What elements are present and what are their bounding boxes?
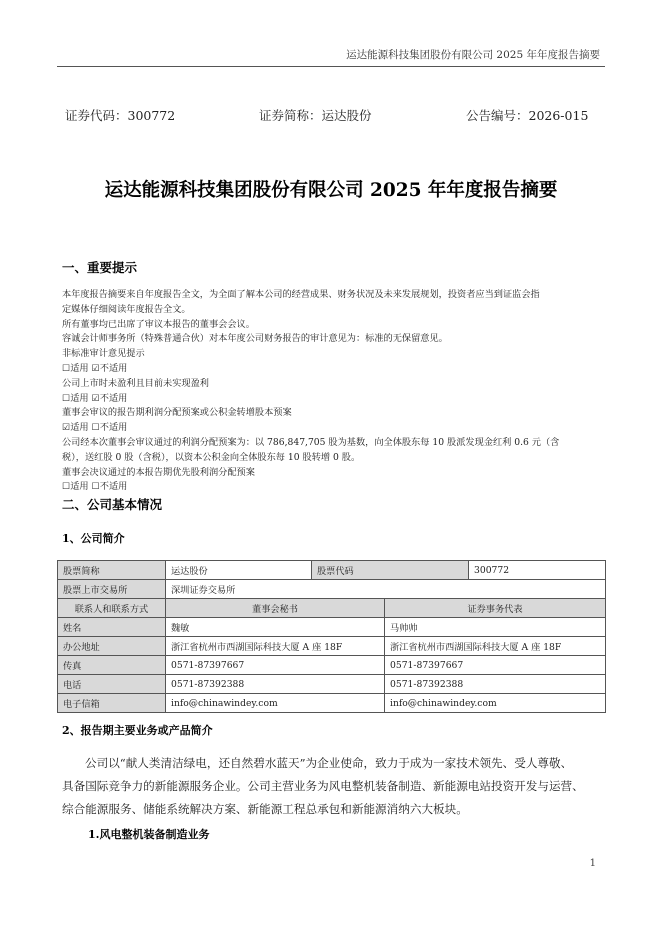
notes-line: 税），送红股 0 股（含税），以资本公积金向全体股东每 10 股转增 0 股。 — [62, 451, 361, 463]
company-profile-table — [57, 560, 606, 713]
business-intro-heading: 2、报告期主要业务或产品简介 — [62, 724, 213, 737]
stock-code: 证券代码：300772 — [65, 108, 176, 123]
row-label: 电子信箱 — [58, 694, 166, 713]
page-number: 1 — [589, 858, 596, 869]
notes-line: 所有董事均已出席了审议本报告的董事会会议。 — [62, 318, 255, 330]
business-intro-paragraph — [62, 752, 607, 821]
rep-column-header: 证券事务代表 — [385, 599, 606, 618]
notes-line: 公司上市时未盈利且目前未实现盈利 — [62, 377, 209, 389]
wind-turbine-business-heading: 1.风电整机装备制造业务 — [88, 828, 210, 841]
table-row — [58, 561, 606, 580]
checkbox-line: ☐适用 ☑不适用 — [62, 392, 128, 404]
row-label: 办公地址 — [58, 637, 166, 656]
rep-value: info@chinawindey.com — [385, 694, 606, 713]
row-label: 传真 — [58, 656, 166, 675]
stock-abbr-label: 股票简称 — [58, 561, 166, 580]
table-row — [58, 580, 606, 599]
rep-value: 马帅帅 — [385, 618, 606, 637]
announcement-number: 公告编号：2026-015 — [466, 108, 589, 123]
secretary-value: 0571-87392388 — [166, 675, 385, 694]
notes-line: 董事会决议通过的本报告期优先股利润分配预案 — [62, 466, 255, 478]
table-row — [58, 599, 606, 618]
header-divider — [57, 66, 605, 67]
important-notes-text — [62, 288, 607, 495]
rep-value: 浙江省杭州市西湖国际科技大厦 A 座 18F — [385, 637, 606, 656]
notes-line: 公司经本次董事会审议通过的利润分配预案为：以 786,847,705 股为基数，向全体股东每 10 股派发现金红利 0.6 元（含 — [62, 436, 560, 448]
document-title: 运达能源科技集团股份有限公司 2025 年年度报告摘要 — [104, 180, 558, 201]
notes-line: 董事会审议的报告期利润分配预案或公积金转增股本预案 — [62, 407, 292, 419]
notes-line: 本年度报告摘要来自年度报告全文，为全面了解本公司的经营成果、财务状况及未来发展规划，投资者应当到证监会指 — [62, 289, 540, 300]
rep-value: 0571-87392388 — [385, 675, 606, 694]
stock-name: 证券简称：运达股份 — [259, 108, 372, 123]
table-row — [58, 637, 606, 656]
table-row — [58, 656, 606, 675]
notes-line: 定媒体仔细阅读年度报告全文。 — [62, 303, 191, 315]
section-important-notes-heading: 一、重要提示 — [62, 260, 138, 275]
rep-value: 0571-87397667 — [385, 656, 606, 675]
secretary-value: 魏敏 — [166, 618, 385, 637]
exchange-value: 深圳证券交易所 — [166, 580, 606, 599]
running-header: 运达能源科技集团股份有限公司 2025 年年度报告摘要 — [346, 49, 600, 61]
notes-line: 非标准审计意见提示 — [62, 348, 145, 360]
paragraph-line: 具备国际竞争力的新能源服务企业。公司主营业务为风电整机装备制造、新能源电站投资开发与运营、 — [62, 779, 584, 793]
paragraph-line: 公司以“献人类清洁绿电，还自然碧水蓝天”为企业使命，致力于成为一家技术领先、受人尊敬、 — [85, 756, 573, 770]
checkbox-line: ☐适用 ☑不适用 — [62, 362, 128, 374]
paragraph-line: 综合能源服务、储能系统解决方案、新能源工程总承包和新能源消纳六大板块。 — [62, 802, 468, 816]
section-company-info-heading: 二、公司基本情况 — [62, 497, 163, 512]
row-label: 姓名 — [58, 618, 166, 637]
exchange-label: 股票上市交易所 — [58, 580, 166, 599]
stock-code-value: 300772 — [469, 561, 606, 580]
checkbox-line: ☑适用 ☐不适用 — [62, 422, 128, 434]
secretary-column-header: 董事会秘书 — [166, 599, 385, 618]
secretary-value: info@chinawindey.com — [166, 694, 385, 713]
table-row — [58, 618, 606, 637]
secretary-value: 浙江省杭州市西湖国际科技大厦 A 座 18F — [166, 637, 385, 656]
secretary-value: 0571-87397667 — [166, 656, 385, 675]
notes-line: 容诚会计师事务所（特殊普通合伙）对本年度公司财务报告的审计意见为：标准的无保留意见。 — [62, 333, 448, 345]
table-row — [58, 694, 606, 713]
contact-label: 联系人和联系方式 — [58, 599, 166, 618]
stock-abbr-value: 运达股份 — [166, 561, 312, 580]
stock-code-label: 股票代码 — [312, 561, 469, 580]
table-row — [58, 675, 606, 694]
checkbox-line: ☐适用 ☐不适用 — [62, 481, 128, 493]
company-profile-heading: 1、公司简介 — [62, 532, 125, 545]
row-label: 电话 — [58, 675, 166, 694]
